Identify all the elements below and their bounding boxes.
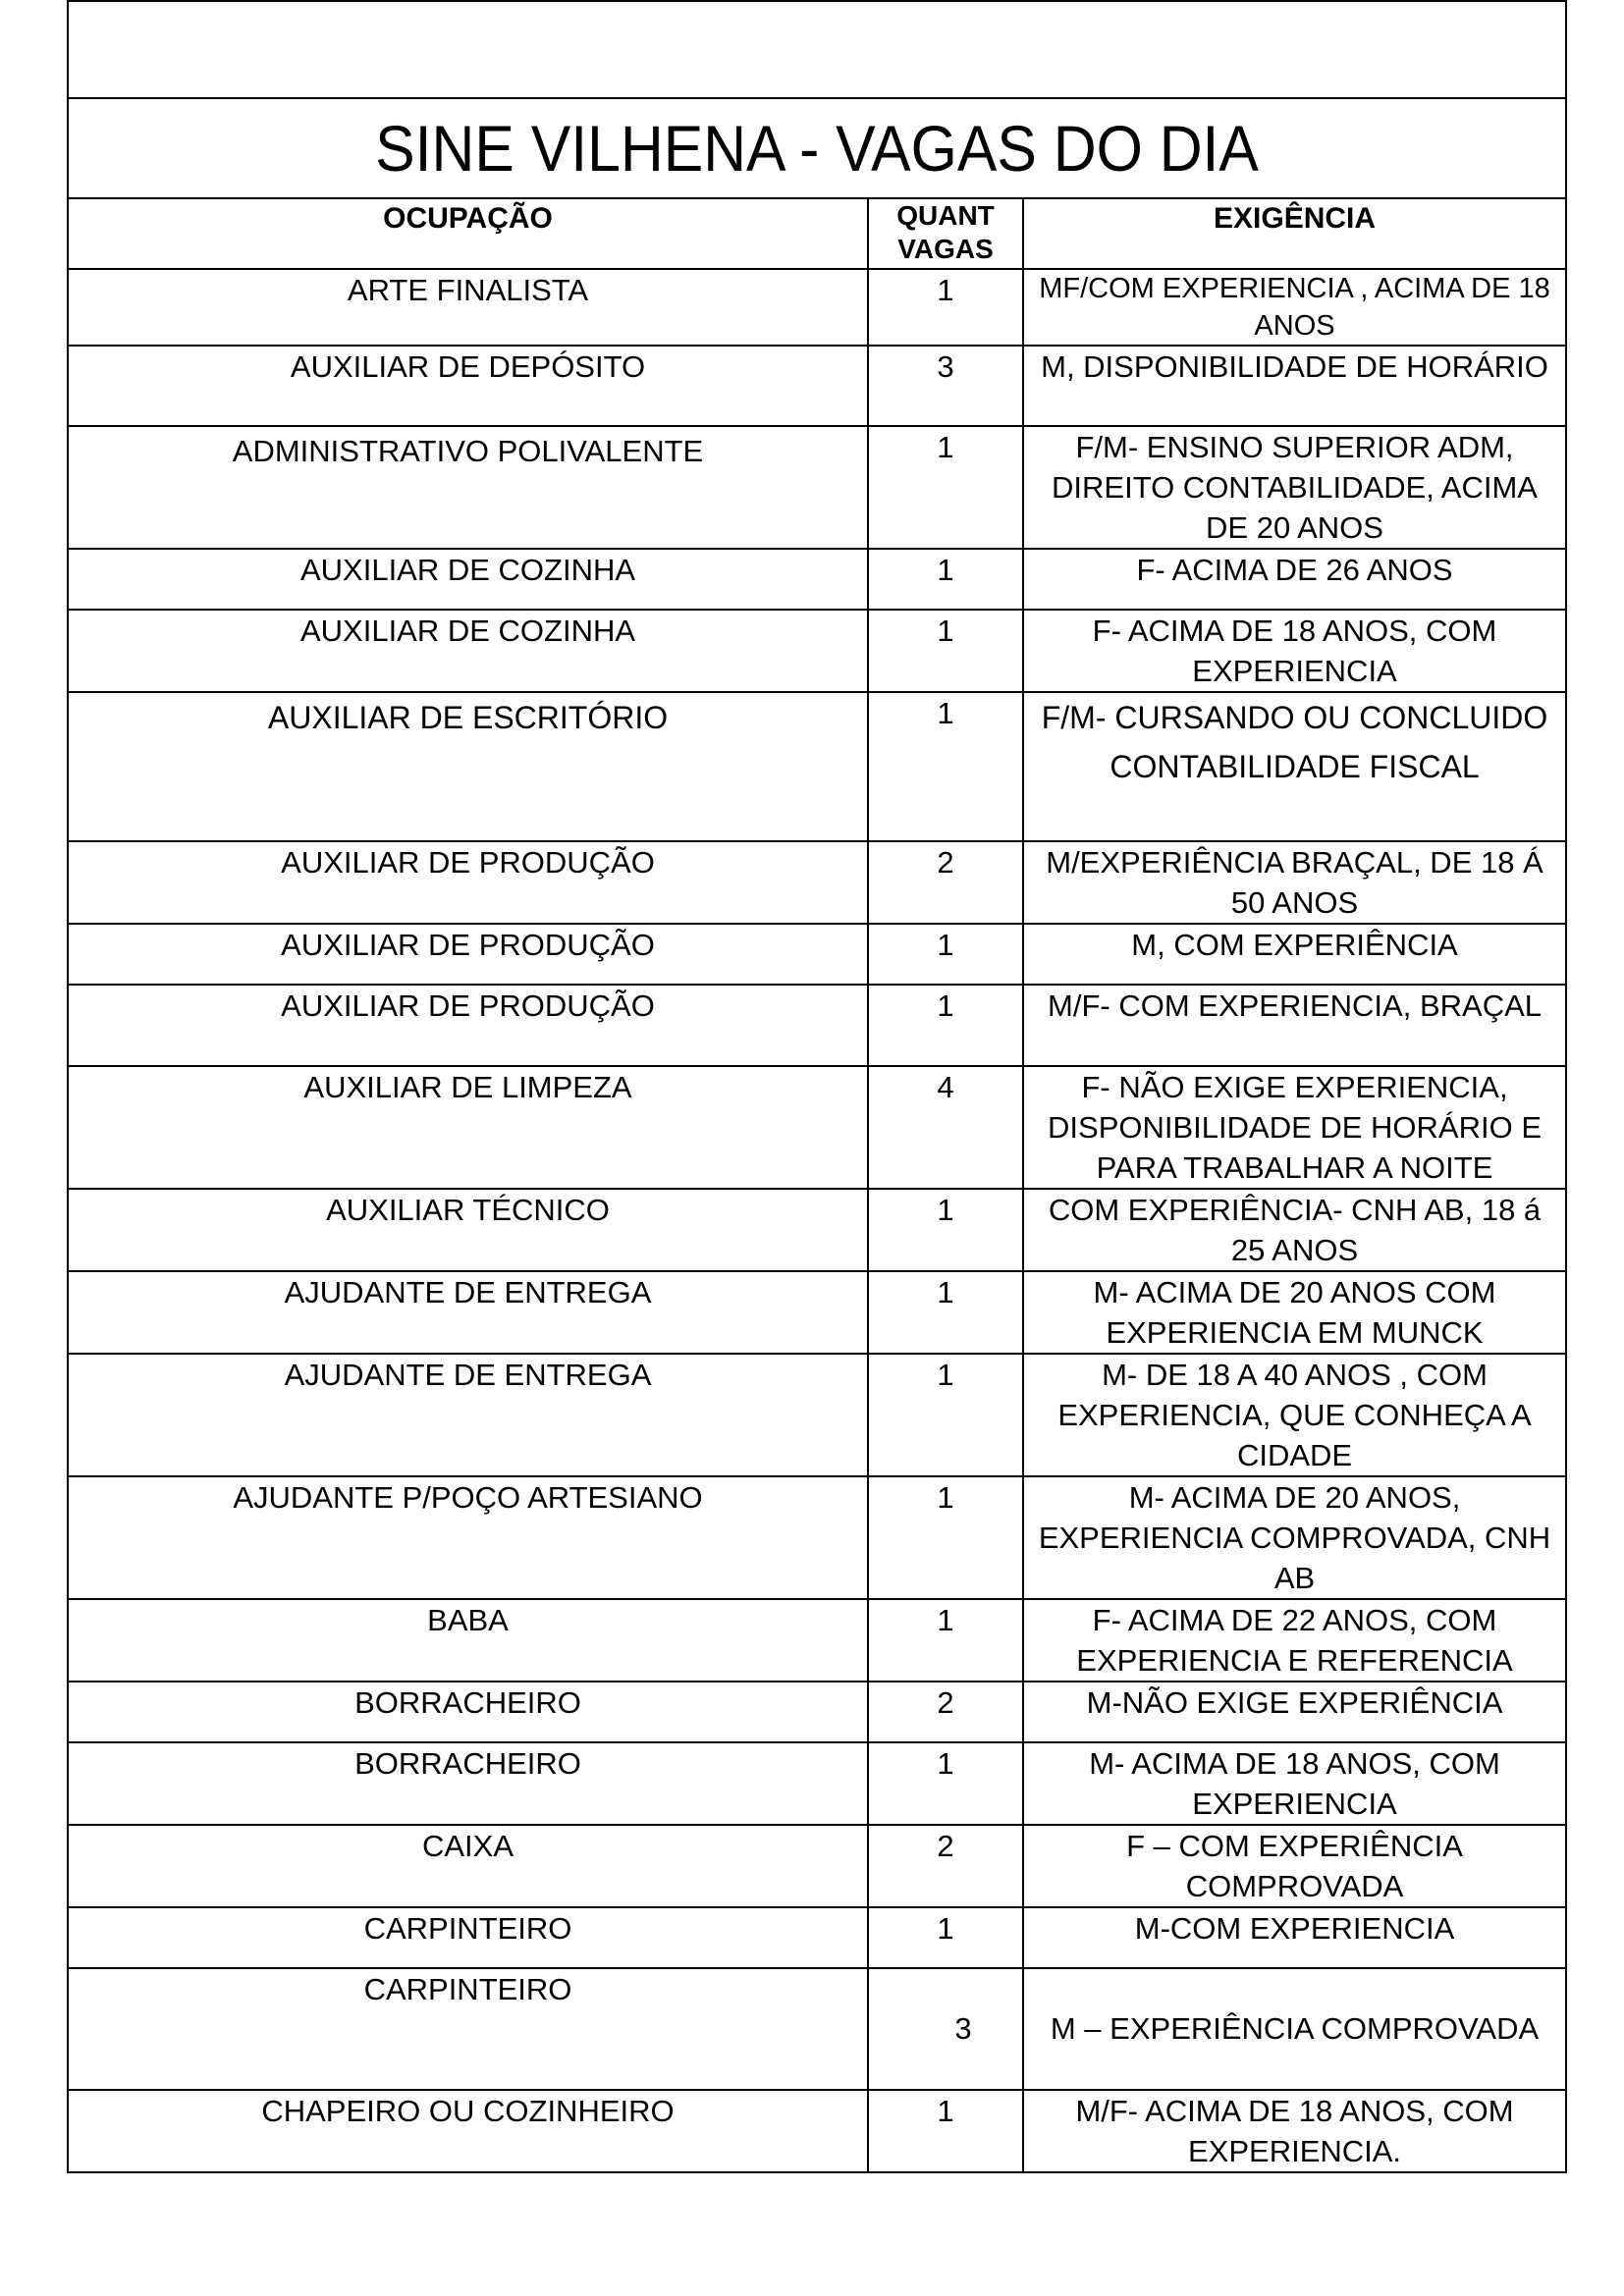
quantity-text: 1 [937, 1358, 954, 1392]
table-row [68, 549, 1566, 610]
occupation-cell [68, 1599, 868, 1682]
occupation-text: AJUDANTE DE ENTREGA [284, 1275, 652, 1309]
requirement-cell [1023, 269, 1566, 346]
occupation-text: AUXILIAR DE COZINHA [299, 553, 636, 587]
quantity-cell [868, 1599, 1023, 1682]
occupation-cell [68, 841, 868, 924]
requirement-cell [1023, 692, 1566, 841]
table-row [68, 1825, 1566, 1907]
requirement-text: M- DE 18 A 40 ANOS , COM EXPERIENCIA, QUE CONHEÇA A CIDADE [1057, 1358, 1532, 1472]
occupation-text: AUXILIAR DE DEPÓSITO [290, 349, 646, 384]
quantity-cell [868, 346, 1023, 426]
requirement-text: M- ACIMA DE 20 ANOS COM EXPERIENCIA EM MUNCK [1093, 1275, 1496, 1350]
requirement-text: F – COM EXPERIÊNCIA COMPROVADA [1126, 1829, 1463, 1903]
occupation-text: AUXILIAR DE COZINHA [299, 614, 636, 648]
requirement-cell [1023, 1354, 1566, 1476]
requirement-text: F/M- CURSANDO OU CONCLUIDO CONTABILIDADE FISCAL [1041, 700, 1548, 784]
occupation-text: BORRACHEIRO [354, 1685, 581, 1720]
table-row [68, 610, 1566, 692]
requirement-cell [1023, 346, 1566, 426]
requirement-cell [1023, 426, 1566, 549]
requirement-text: M/F- COM EXPERIENCIA, BRAÇAL [1048, 988, 1542, 1023]
requirement-cell [1023, 985, 1566, 1066]
quantity-cell [868, 426, 1023, 549]
occupation-cell [68, 1066, 868, 1189]
occupation-cell [68, 1825, 868, 1907]
column-header-row [68, 198, 1566, 269]
quantity-cell [868, 985, 1023, 1066]
requirement-cell [1023, 841, 1566, 924]
requirement-text: M-COM EXPERIENCIA [1134, 1911, 1455, 1946]
requirement-cell [1023, 1742, 1566, 1825]
table-row [68, 1968, 1566, 2090]
occupation-cell [68, 610, 868, 692]
table-row [68, 692, 1566, 841]
occupation-text: AUXILIAR DE PRODUÇÃO [281, 988, 655, 1023]
requirement-text: MF/COM EXPERIENCIA , ACIMA DE 18 ANOS [1039, 273, 1550, 342]
quantity-cell [868, 2090, 1023, 2172]
quantity-text: 1 [937, 928, 954, 962]
occupation-text: BABA [427, 1603, 509, 1637]
requirement-cell [1023, 1189, 1566, 1271]
quantity-header [868, 198, 1023, 269]
quantity-cell [868, 1189, 1023, 1271]
requirement-text: M- ACIMA DE 18 ANOS, COM EXPERIENCIA [1089, 1746, 1500, 1821]
occupation-cell [68, 1907, 868, 1968]
quantity-cell [868, 1682, 1023, 1742]
requirement-cell [1023, 924, 1566, 985]
requirement-text: F- ACIMA DE 26 ANOS [1136, 553, 1453, 587]
requirement-cell [1023, 1825, 1566, 1907]
table-row [68, 346, 1566, 426]
requirement-text: M/EXPERIÊNCIA BRAÇAL, DE 18 Á 50 ANOS [1046, 845, 1543, 920]
occupation-text: CARPINTEIRO [363, 1911, 572, 1946]
quantity-cell [868, 1825, 1023, 1907]
quantity-cell [868, 1907, 1023, 1968]
requirement-cell [1023, 1066, 1566, 1189]
occupation-text: AUXILIAR TÉCNICO [326, 1193, 610, 1227]
table-row [68, 1271, 1566, 1354]
table-row [68, 269, 1566, 346]
quantity-cell [868, 1354, 1023, 1476]
requirement-text: M-NÃO EXIGE EXPERIÊNCIA [1086, 1685, 1503, 1720]
table-row [68, 1066, 1566, 1189]
job-openings-table [67, 0, 1567, 2173]
quantity-cell [868, 269, 1023, 346]
quantity-text: 1 [937, 1746, 954, 1781]
quantity-cell [868, 1968, 1023, 2090]
requirement-text: M, DISPONIBILIDADE DE HORÁRIO [1041, 349, 1548, 384]
occupation-cell [68, 2090, 868, 2172]
quantity-text: 4 [937, 1070, 954, 1104]
requirement-cell [1023, 1476, 1566, 1599]
quantity-cell [868, 1476, 1023, 1599]
requirement-cell [1023, 1907, 1566, 1968]
occupation-text: CAIXA [421, 1829, 514, 1863]
occupation-cell [68, 549, 868, 610]
table-row [68, 924, 1566, 985]
occupation-cell [68, 985, 868, 1066]
requirement-text: F/M- ENSINO SUPERIOR ADM, DIREITO CONTABILIDADE, ACIMA DE 20 ANOS [1052, 430, 1538, 545]
quantity-cell [868, 1271, 1023, 1354]
quantity-text: 1 [937, 2094, 954, 2128]
requirement-text: M/F- ACIMA DE 18 ANOS, COM EXPERIENCIA. [1075, 2094, 1514, 2168]
table-row [68, 426, 1566, 549]
quantity-cell [868, 1066, 1023, 1189]
occupation-cell [68, 1968, 868, 2090]
quantity-header-line1: QUANT [896, 200, 995, 231]
quantity-text: 3 [937, 349, 954, 384]
table-row [68, 1907, 1566, 1968]
quantity-cell [868, 924, 1023, 985]
occupation-header-label: OCUPAÇÃO [383, 202, 553, 235]
requirement-text: F- ACIMA DE 22 ANOS, COM EXPERIENCIA E REFERENCIA [1076, 1603, 1513, 1678]
requirement-cell [1023, 1682, 1566, 1742]
blank-header-row [68, 1, 1566, 98]
occupation-text: BORRACHEIRO [354, 1746, 581, 1781]
occupation-cell [68, 1354, 868, 1476]
occupation-text: AJUDANTE P/POÇO ARTESIANO [233, 1480, 703, 1515]
occupation-cell [68, 692, 868, 841]
table-row [68, 1476, 1566, 1599]
quantity-text: 1 [937, 553, 954, 587]
requirement-text: M – EXPERIÊNCIA COMPROVADA [1050, 2011, 1540, 2046]
requirement-text: M- ACIMA DE 20 ANOS, EXPERIENCIA COMPROVADA, CNH AB [1038, 1480, 1551, 1595]
table-row [68, 1354, 1566, 1476]
requirement-text: F- NÃO EXIGE EXPERIENCIA, DISPONIBILIDADE DE HORÁRIO E PARA TRABALHAR A NOITE [1048, 1070, 1543, 1185]
requirement-cell [1023, 1599, 1566, 1682]
occupation-text: AUXILIAR DE PRODUÇÃO [281, 845, 655, 880]
quantity-header-line2: VAGAS [897, 234, 994, 264]
page-title: SINE VILHENA - VAGAS DO DIA [375, 112, 1259, 185]
occupation-text: AUXILIAR DE PRODUÇÃO [281, 928, 655, 962]
requirement-cell [1023, 1271, 1566, 1354]
table-row [68, 985, 1566, 1066]
title-cell [68, 98, 1566, 198]
occupation-text: ADMINISTRATIVO POLIVALENTE [232, 434, 704, 468]
quantity-text: 1 [937, 273, 954, 307]
requirement-cell [1023, 1968, 1566, 2090]
quantity-cell [868, 692, 1023, 841]
table-row [68, 1189, 1566, 1271]
job-openings-sheet [67, 0, 1565, 2173]
table-row [68, 841, 1566, 924]
occupation-text: AJUDANTE DE ENTREGA [284, 1358, 652, 1392]
table-row [68, 1682, 1566, 1742]
quantity-text: 2 [937, 845, 954, 880]
requirement-cell [1023, 2090, 1566, 2172]
table-row [68, 1599, 1566, 1682]
quantity-cell [868, 610, 1023, 692]
title-row [68, 98, 1566, 198]
occupation-header [68, 198, 868, 269]
quantity-text: 1 [937, 1480, 954, 1515]
requirement-text: F- ACIMA DE 18 ANOS, COM EXPERIENCIA [1092, 614, 1497, 688]
occupation-cell [68, 426, 868, 549]
blank-cell [68, 1, 1566, 98]
occupation-cell [68, 1476, 868, 1599]
quantity-text: 1 [937, 430, 954, 464]
occupation-cell [68, 1271, 868, 1354]
occupation-cell [68, 1189, 868, 1271]
quantity-text: 3 [954, 2011, 972, 2046]
quantity-cell [868, 549, 1023, 610]
quantity-text: 2 [937, 1829, 954, 1863]
quantity-text: 1 [937, 1911, 954, 1946]
requirement-text: M, COM EXPERIÊNCIA [1131, 928, 1458, 962]
occupation-text: CHAPEIRO OU COZINHEIRO [261, 2094, 675, 2128]
requirement-cell [1023, 610, 1566, 692]
occupation-text: CARPINTEIRO [363, 1972, 572, 2006]
occupation-cell [68, 1742, 868, 1825]
quantity-text: 2 [937, 1685, 954, 1720]
requirement-text: COM EXPERIÊNCIA- CNH AB, 18 á 25 ANOS [1048, 1193, 1542, 1267]
quantity-text: 1 [937, 614, 954, 648]
quantity-cell [868, 841, 1023, 924]
quantity-text: 1 [937, 1275, 954, 1309]
quantity-text: 1 [937, 1193, 954, 1227]
table-row [68, 2090, 1566, 2172]
requirement-cell [1023, 549, 1566, 610]
quantity-text: 1 [937, 1603, 954, 1637]
quantity-cell [868, 1742, 1023, 1825]
occupation-text: AUXILIAR DE LIMPEZA [303, 1070, 632, 1104]
occupation-cell [68, 346, 868, 426]
requirement-header [1023, 198, 1566, 269]
occupation-text: AUXILIAR DE ESCRITÓRIO [267, 700, 669, 735]
requirement-header-label: EXIGÊNCIA [1214, 202, 1377, 235]
occupation-cell [68, 924, 868, 985]
occupation-text: ARTE FINALISTA [347, 273, 589, 307]
quantity-text: 1 [937, 696, 954, 730]
quantity-text: 1 [937, 988, 954, 1023]
occupation-cell [68, 1682, 868, 1742]
table-row [68, 1742, 1566, 1825]
occupation-cell [68, 269, 868, 346]
